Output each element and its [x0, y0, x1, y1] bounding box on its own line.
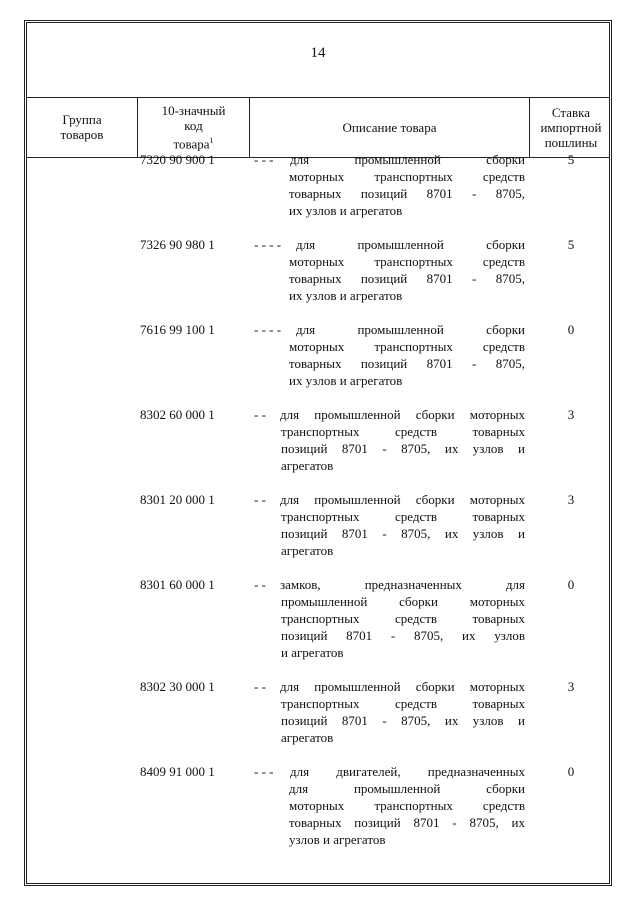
description-line: для промышленной сборки моторных [280, 679, 525, 694]
header-rate-line: Ставка [551, 104, 591, 120]
row-code: 8302 30 000 1 [140, 679, 215, 694]
description-line: замков, предназначенных для [280, 577, 525, 592]
description-line: промышленной сборки моторных [281, 594, 525, 609]
description-line: товарных позиций 8701 - 8705, их [289, 815, 525, 830]
row-dash-marker: - - [254, 407, 266, 422]
description-line: транспортных средств товарных [281, 509, 525, 524]
description-line: позиций 8701 - 8705, их узлов и [281, 713, 525, 728]
description-line: для двигателей, предназначенных [290, 764, 525, 779]
row-rate: 0 [567, 322, 575, 337]
description-line: товарных позиций 8701 - 8705, [289, 271, 525, 286]
row-rate: 5 [567, 152, 575, 167]
row-description [289, 151, 525, 219]
row-description [281, 678, 525, 746]
description-line: агрегатов [281, 458, 334, 473]
header-group-line: Группа [62, 112, 102, 127]
header-rate [530, 97, 612, 157]
row-code: 8302 60 000 1 [140, 407, 215, 422]
header-code-line: код [184, 117, 203, 133]
row-dash-marker: - - [254, 679, 266, 694]
description-line: для промышленной сборки моторных [280, 407, 525, 422]
header-group [27, 97, 137, 157]
description-line: узлов и агрегатов [289, 832, 386, 847]
row-dash-marker: - - - - [254, 322, 282, 337]
header-code [138, 97, 249, 157]
description-line: транспортных средств товарных [281, 696, 525, 711]
description-line: агрегатов [281, 730, 334, 745]
description-line: моторных транспортных средств [289, 339, 525, 354]
row-rate: 0 [567, 577, 575, 592]
description-line: моторных транспортных средств [289, 254, 525, 269]
description-line: для промышленной сборки [296, 322, 525, 337]
row-code: 8301 60 000 1 [140, 577, 215, 592]
row-rate: 3 [567, 407, 575, 422]
row-code: 8409 91 000 1 [140, 764, 215, 779]
description-line: позиций 8701 - 8705, их узлов [281, 628, 525, 643]
row-code: 7320 90 900 1 [140, 152, 215, 167]
description-line: их узлов и агрегатов [289, 373, 403, 388]
description-line: для промышленной сборки [289, 781, 525, 796]
description-line: позиций 8701 - 8705, их узлов и [281, 441, 525, 456]
row-rate: 5 [567, 237, 575, 252]
description-line: агрегатов [281, 543, 334, 558]
header-rate-line: пошлины [544, 134, 598, 150]
row-rate: 0 [567, 764, 575, 779]
description-line: для промышленной сборки моторных [280, 492, 525, 507]
row-dash-marker: - - [254, 577, 266, 592]
row-description [281, 576, 525, 661]
row-description [289, 763, 525, 848]
description-line: позиций 8701 - 8705, их узлов и [281, 526, 525, 541]
header-description: Описание товара [342, 119, 437, 135]
description-line: товарных позиций 8701 - 8705, [289, 356, 525, 371]
description-line: транспортных средств товарных [281, 611, 525, 626]
row-code: 7326 90 980 1 [140, 237, 215, 252]
row-description [289, 236, 525, 304]
description-line: товарных позиций 8701 - 8705, [289, 186, 525, 201]
header-code-line: 10-значный [161, 102, 226, 118]
row-code: 7616 99 100 1 [140, 322, 215, 337]
row-rate: 3 [567, 679, 575, 694]
row-dash-marker: - - [254, 492, 266, 507]
row-description [289, 321, 525, 389]
header-group-line: товаров [60, 127, 104, 142]
row-description [281, 406, 525, 474]
description-line: транспортных средств товарных [281, 424, 525, 439]
description-line: и агрегатов [281, 645, 344, 660]
description-line: их узлов и агрегатов [289, 203, 403, 218]
page-frame [24, 20, 612, 886]
description-line: их узлов и агрегатов [289, 288, 403, 303]
description-line: для промышленной сборки [296, 237, 525, 252]
header-code-line: товара [173, 136, 210, 152]
description-line: моторных транспортных средств [289, 169, 525, 184]
description-line: для промышленной сборки [290, 152, 525, 167]
page-number: 14 [310, 45, 326, 61]
row-rate: 3 [567, 492, 575, 507]
description-line: моторных транспортных средств [289, 798, 525, 813]
footnote-marker: 1 [209, 135, 214, 145]
header-rate-line: импортной [540, 119, 602, 135]
row-dash-marker: - - - [254, 764, 274, 779]
row-dash-marker: - - - - [254, 237, 282, 252]
row-code: 8301 20 000 1 [140, 492, 215, 507]
row-dash-marker: - - - [254, 152, 274, 167]
row-description [281, 491, 525, 559]
